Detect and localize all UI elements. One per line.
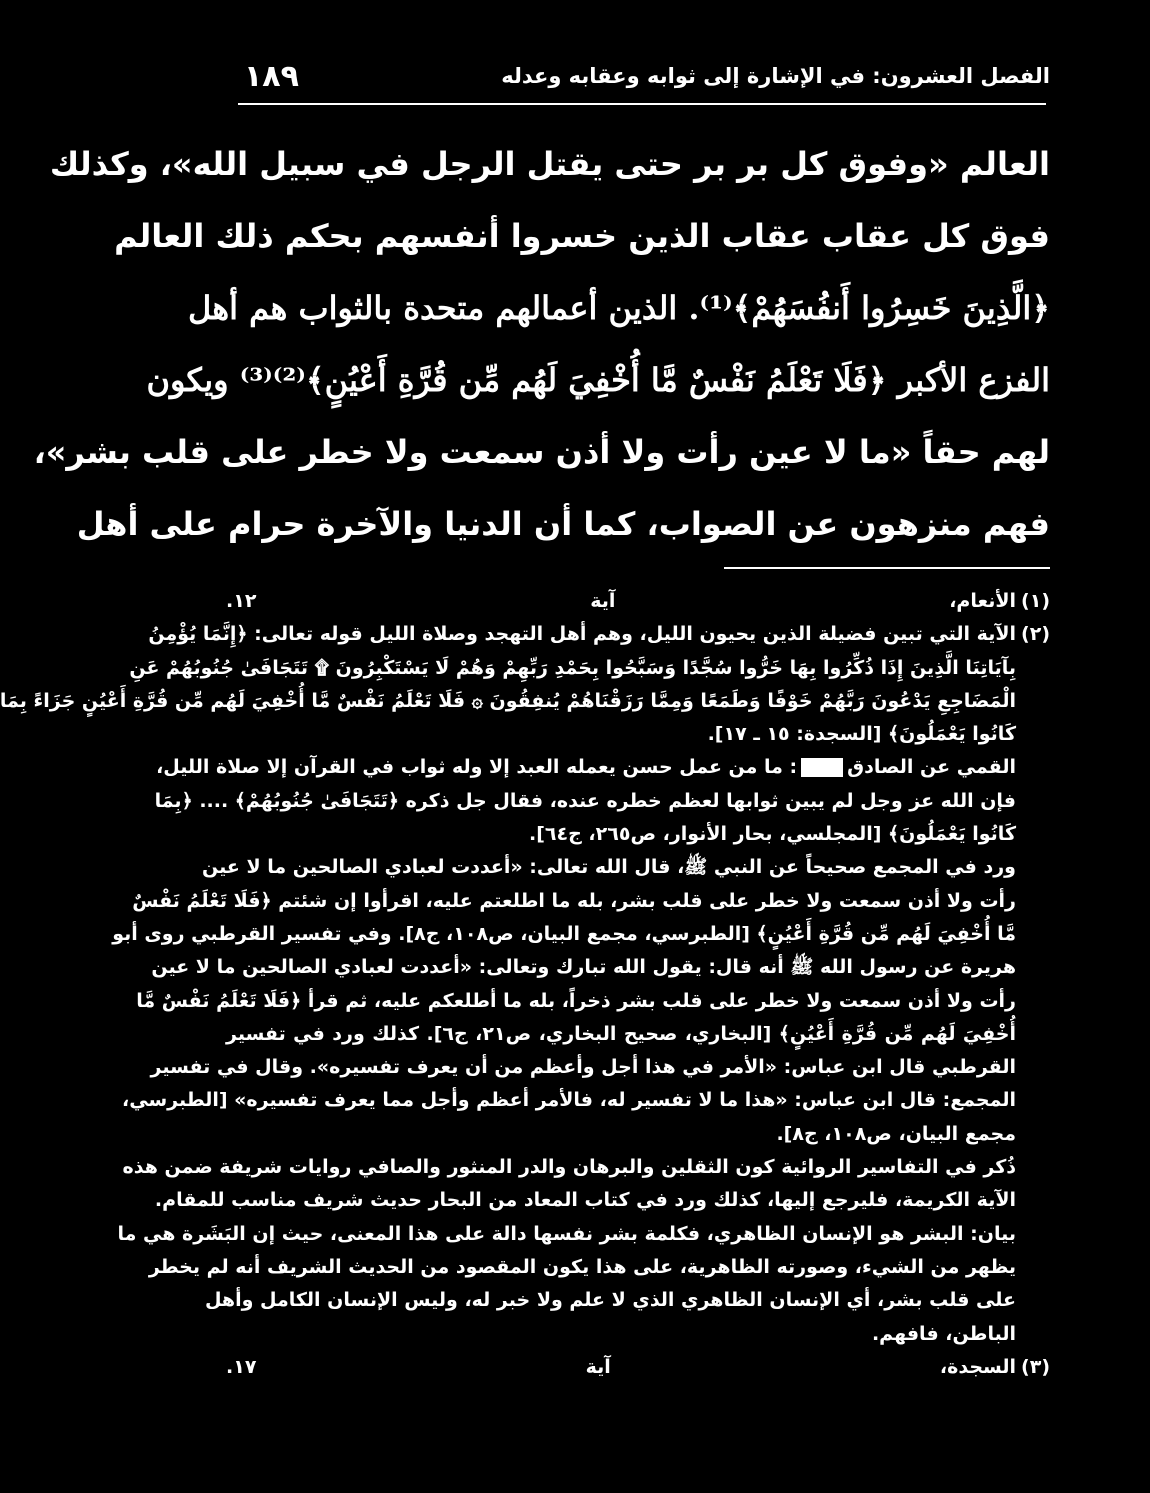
main-line: لهم حقاً «ما لا عين رأت ولا أذن سمعت ولا خطر على قلب بشر»، — [33, 433, 1050, 471]
footnote-text: : ما من عمل حسن يعمله العبد إلا وله ثواب في القرآن إلا صلاة الليل، — [156, 756, 798, 779]
page-number: ١٨٩ — [244, 58, 299, 94]
footnote-line — [156, 751, 1050, 784]
footnote-line — [226, 1018, 1050, 1051]
footnote-line — [226, 1318, 1050, 1351]
footnote-text: هريرة عن رسول الله ﷺ أنه قال: يقول الله تبارك وتعالى: «أعددت لعبادي الصالحين ما لا عين — [151, 956, 1016, 979]
footnote-line — [226, 585, 1050, 618]
footnote-text: بِآيَاتِنَا الَّذِينَ إِذَا ذُكِّرُوا بِهَا خَرُّوا سُجَّدًا وَسَبَّحُوا بِحَمْدِ رَبِّهِمْ وَهُمْ لَا يَسْتَكْبِرُونَ ۩ تَتَجَافَىٰ جُنُوبُهُمْ عَنِ — [129, 656, 1016, 679]
footnote-text: القمي عن الصادق — [847, 756, 1016, 779]
footnote-line — [151, 951, 1050, 984]
footnote-line — [129, 652, 1050, 685]
main-line: ﴿الَّذِينَ خَسِرُوا أَنفُسَهُمْ﴾⁽¹⁾. الذين أعمالهم متحدة بالثواب هم أهل — [188, 289, 1050, 327]
footnote-line — [136, 985, 1050, 1018]
footnote-line — [150, 1051, 1050, 1084]
footnote-text: الْمَضَاجِعِ يَدْعُونَ رَبَّهُمْ خَوْفًا وَطَمَعًا وَمِمَّا رَزَقْنَاهُمْ يُنفِقُونَ ۞ فَلَا تَعْلَمُ نَفْسٌ مَّا أُخْفِيَ لَهُم مِّن قُرَّةِ أَعْيُنٍ جَزَاءً بِمَا — [0, 689, 1016, 712]
main-line: العالم «وفوق كل بر بر حتى يقتل الرجل في سبيل الله»، وكذلك — [49, 145, 1050, 183]
footnote-text: بيان: البشر هو الإنسان الظاهري، فكلمة بشر نفسها دالة على هذا المعنى، حيث إن البَشَرة هي ما — [117, 1222, 1016, 1245]
footnotes — [0, 585, 1050, 1384]
footnote-text: الآية التي تبين فضيلة الذين يحيون الليل، وهم أهل التهجد وصلاة الليل قوله تعالى: ﴿إِنَّمَا يُؤْمِنُ — [148, 623, 1016, 646]
header-divider — [238, 103, 1046, 105]
footnote-text: رأت ولا أذن سمعت ولا خطر على قلب بشر، بله ما اطلعتم عليه، اقرأوا إن شئتم ﴿فَلَا تَعْلَمُ نَفْسٌ — [132, 889, 1016, 912]
footnote-line — [122, 1151, 1050, 1184]
footnote-text: القرطبي قال ابن عباس: «الأمر في هذا أجل وأعظم من أن يعرف تفسيره». وقال في تفسير — [150, 1056, 1016, 1079]
footnote-number: (٣) — [1021, 1355, 1050, 1378]
footnote-number: (٢) — [1021, 623, 1050, 646]
footnote-line — [226, 1118, 1050, 1151]
footnote-text: الباطن، فافهم. — [871, 1322, 1016, 1345]
footnote-line — [0, 685, 1050, 718]
chapter-title: الفصل العشرون: في الإشارة إلى ثوابه وعقابه وعدله — [501, 64, 1050, 88]
redaction-box — [801, 758, 843, 777]
footnote-line — [112, 918, 1050, 951]
footnote-line — [226, 718, 1050, 751]
footnote-line — [148, 618, 1050, 651]
footnote-text: على قلب بشر، أي الإنسان الظاهري الذي لا علم ولا خبر له، وليس الإنسان الكامل وأهل — [204, 1289, 1016, 1312]
footnote-line — [122, 1084, 1050, 1117]
footnote-text: أُخْفِيَ لَهُم مِّن قُرَّةِ أَعْيُنٍ﴾ [البخاري، صحيح البخاري، ص٢١، ج٦]. كذلك ورد في تفسير — [226, 1022, 1016, 1045]
running-header — [244, 56, 1050, 96]
footnote-line — [132, 885, 1050, 918]
main-line: الفزع الأكبر ﴿فَلَا تَعْلَمُ نَفْسٌ مَّا أُخْفِيَ لَهُم مِّن قُرَّةِ أَعْيُنٍ﴾⁽²⁾⁽³⁾ ويكون — [146, 361, 1050, 399]
main-line: فهم منزهون عن الصواب، كما أن الدنيا والآخرة حرام على أهل — [76, 505, 1050, 543]
footnote-line — [226, 818, 1050, 851]
footnote-text: يظهر من الشيء، وصورته الظاهرية، على هذا يكون المقصود من الحديث الشريف أنه لم يخطر — [148, 1255, 1016, 1278]
footnote-line — [204, 1284, 1050, 1317]
footnote-line — [154, 1184, 1050, 1217]
footnote-text: مَّا أُخْفِيَ لَهُم مِّن قُرَّةِ أَعْيُنٍ﴾ [الطبرسي، مجمع البيان، ص١٠٨، ج٨]. وفي تفسير القرطبي روى أبو — [112, 922, 1016, 945]
footnote-line — [148, 1251, 1050, 1284]
footnote-text: فإن الله عز وجل لم يبين ثوابها لعظم خطره عنده، فقال جل ذكره ﴿تَتَجَافَىٰ جُنُوبُهُمْ﴾ .... ﴿بِمَا — [154, 789, 1016, 812]
footnote-text: مجمع البيان، ص١٠٨، ج٨]. — [776, 1122, 1016, 1145]
footnote-text: كَانُوا يَعْمَلُونَ﴾ [السجدة: ١٥ ـ ١٧]. — [707, 723, 1016, 746]
footnote-text: ورد في المجمع صحيحاً عن النبي ﷺ، قال الله تعالى: «أعددت لعبادي الصالحين ما لا عين — [202, 856, 1016, 879]
footnote-divider — [724, 567, 1050, 569]
footnote-number: (١) — [1021, 590, 1050, 612]
footnote-text: الأنعام، آية ١٢. — [226, 590, 1016, 612]
footnote-text: الآية الكريمة، فليرجع إليها، كذلك ورد في كتاب المعاد من البحار حديث شريف مناسب للمقام. — [154, 1189, 1016, 1212]
footnote-text: كَانُوا يَعْمَلُونَ﴾ [المجلسي، بحار الأنوار، ص٢٦٥، ج٦٤]. — [529, 823, 1016, 846]
footnote-text: السجدة، آية ١٧. — [226, 1355, 1016, 1378]
footnote-line — [154, 785, 1050, 818]
footnote-text: ذُكر في التفاسير الروائية كون الثقلين والبرهان والدر المنثور والصافي روايات شريفة ضمن هذه — [122, 1156, 1016, 1179]
footnote-text: رأت ولا أذن سمعت ولا خطر على قلب بشر ذخراً، بله ما أطلعكم عليه، ثم قرأ ﴿فَلَا تَعْلَمُ نَفْسٌ مَّا — [136, 989, 1016, 1012]
footnote-line — [202, 851, 1050, 884]
footnote-text: المجمع: قال ابن عباس: «هذا ما لا تفسير له، فالأمر أعظم وأجل مما يعرف تفسيره» [الطبرسي، — [122, 1089, 1016, 1112]
main-line: فوق كل عقاب عقاب الذين خسروا أنفسهم بحكم ذلك العالم — [114, 217, 1050, 255]
footnote-line — [226, 1351, 1050, 1384]
footnote-line — [117, 1218, 1050, 1251]
main-text — [33, 128, 1050, 560]
